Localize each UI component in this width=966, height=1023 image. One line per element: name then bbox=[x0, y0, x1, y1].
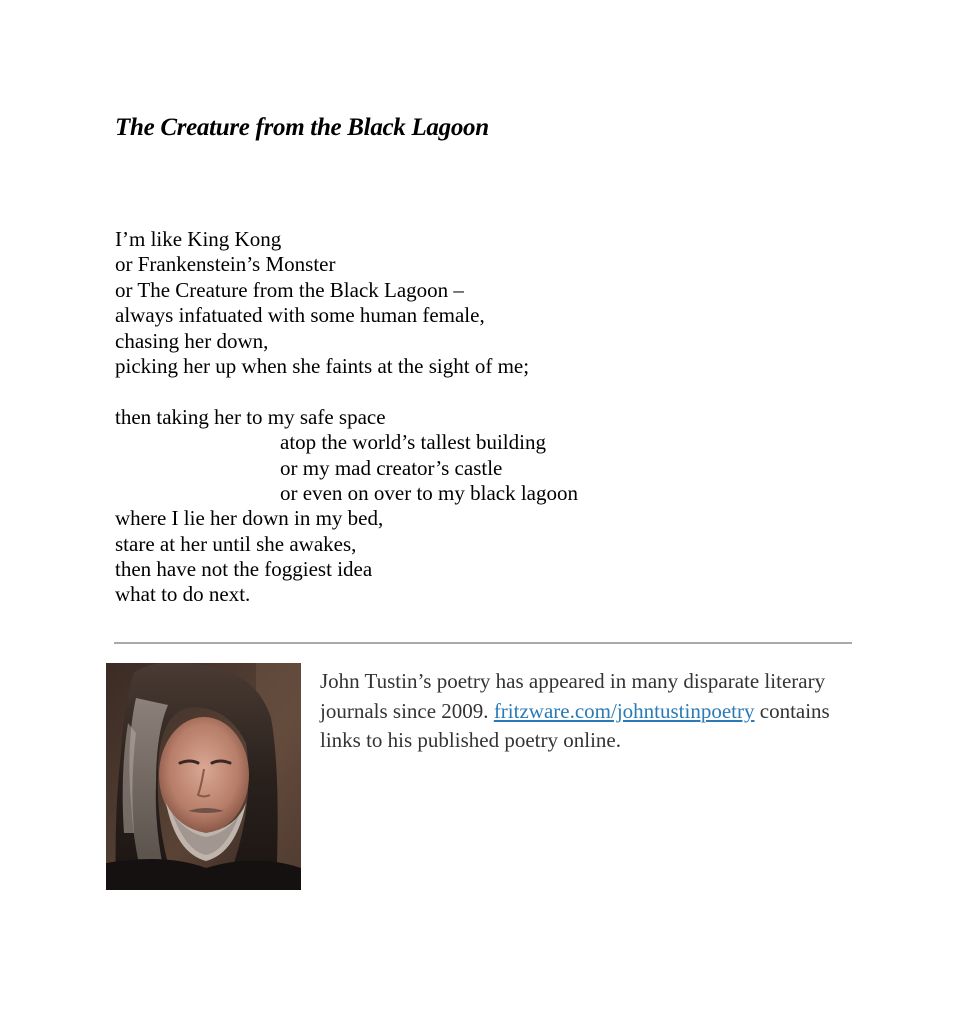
poem-line: or Frankenstein’s Monster bbox=[115, 252, 336, 277]
poem-line: what to do next. bbox=[115, 582, 251, 607]
poem-line-indented: or even on over to my black lagoon bbox=[280, 480, 578, 505]
author-photo bbox=[106, 663, 301, 890]
bio-text-after: contains links to his published poetry online. bbox=[320, 698, 830, 752]
poem-line: chasing her down, bbox=[115, 328, 269, 353]
poem-line: always infatuated with some human female, bbox=[115, 303, 485, 328]
poem-line: I’m like King Kong bbox=[115, 227, 282, 251]
section-divider bbox=[114, 642, 852, 644]
poem-line: then have not the foggiest idea bbox=[115, 557, 373, 582]
poem-line: stare at her until she awakes, bbox=[115, 531, 357, 556]
poem-title: The Creature from the Black Lagoon bbox=[115, 114, 489, 141]
poem-line-indented: atop the world’s tallest building bbox=[280, 430, 546, 455]
poem-line: picking her up when she faints at the sight of me; bbox=[115, 353, 530, 378]
poem-line: or The Creature from the Black Lagoon – bbox=[115, 277, 464, 302]
bio-text-before: John Tustin’s poetry has appeared in many disparate literary journals since 2009. bbox=[320, 669, 826, 723]
poem-body bbox=[115, 227, 875, 608]
poem-stanza-2 bbox=[115, 405, 875, 608]
poem-line-indented: or my mad creator’s castle bbox=[280, 455, 503, 480]
poem-line: where I lie her down in my bed, bbox=[115, 506, 384, 531]
author-bio bbox=[320, 667, 860, 756]
poem-stanza-1 bbox=[115, 227, 875, 379]
author-website-link[interactable]: fritzware.com/johntustinpoetry bbox=[493, 698, 755, 723]
poem-line: then taking her to my safe space bbox=[115, 404, 386, 429]
